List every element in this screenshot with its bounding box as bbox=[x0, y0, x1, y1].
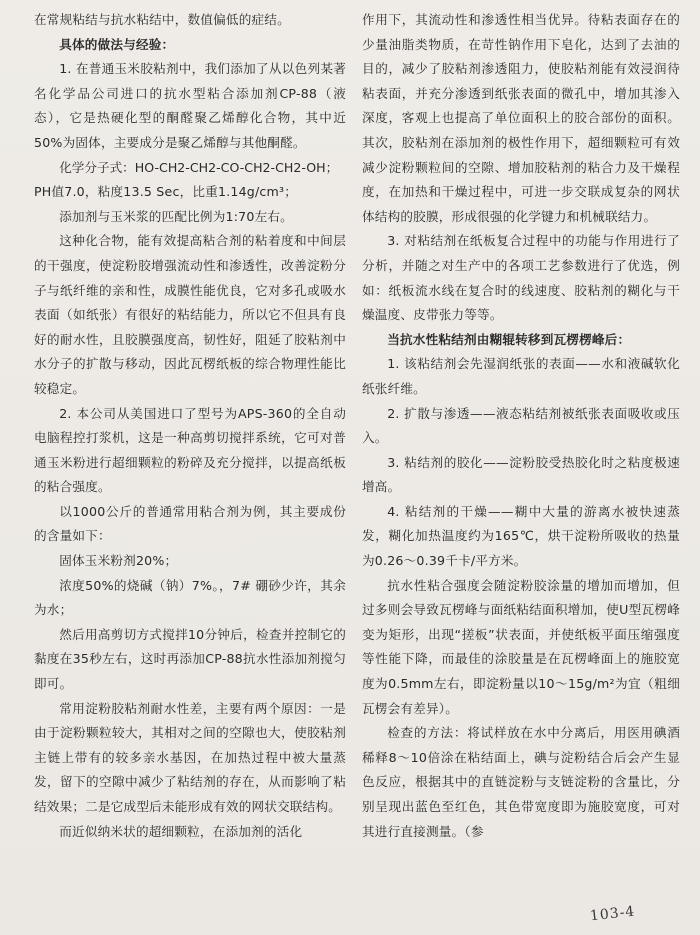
formula-line: 化学分子式：HO-CH2-CH2-CO-CH2-CH2-OH； bbox=[59, 159, 339, 175]
paragraph: 作用下，其流动性和渗透性相当优异。待粘表面存在的少量油脂类物质，在苛性钠作用下皂化，达到了去油的目的，减少了胶粘剂渗透阻力，使胶粘剂能有效浸润待粘表面，并充分渗透到纸张表面的微孔中，增加其渗入深度，客观上也提高了单位面积上的胶合部份的面积。其次，胶粘剂在添加剂的极性作用下，超细颗粒可有效减少淀粉颗粒间的空隙、增加胶粘剂的粘合力及干燥程度，在加热和干燥过程中，可进一步交联成复杂的网状体结构的胶膜，形成很强的化学键力和机械联结力。 bbox=[362, 12, 680, 224]
paragraph: 1. 在普通玉米胶粘剂中，我们添加了从以色列某著名化学品公司进口的抗水型粘合添加剂CP-88（液态），它是热硬化型的酮醛聚乙烯醇化合物，其中近50%为固体，主要成分是聚乙烯醇与其他酮醛。 bbox=[34, 61, 346, 150]
paragraph: 抗水性粘合强度会随淀粉胶涂量的增加而增加，但过多则会导致瓦楞峰与面纸粘结面积增加，使U型瓦楞峰变为矩形，出现“搓板”状表面，并使纸板平面压缩强度等性能下降，而最佳的涂胶量是在瓦楞峰面上的施胶宽度为0.5mm左右，即淀粉量以10～15g/m²为宜（粗细瓦楞会有差异）。 bbox=[362, 577, 680, 716]
list-item: 4. 粘结剂的干燥——糊中大量的游离水被快速蒸发，糊化加热温度约为165℃，烘干淀粉所吸收的热量为0.26～0.39千卡/平方米。 bbox=[362, 503, 680, 569]
paragraph: 常用淀粉胶粘剂耐水性差，主要有两个原因：一是由于淀粉颗粒较大，其相对之间的空隙也大，使胶粘剂主链上带有的较多亲水基因，在加热过程中被大量蒸发，留下的空隙中减少了粘结剂的存在，从而影响了粘结效果；二是它成型后未能形成有效的网状交联结构。 bbox=[34, 700, 346, 814]
list-item: 2. 扩散与渗透——液态粘结剂被纸张表面吸收或压入。 bbox=[362, 405, 680, 446]
paragraph: 在常规粘结与抗水粘结中，数值偏低的症结。 bbox=[34, 12, 290, 27]
paragraph: 浓度50%的烧碱（钠）7%。，7# 硼砂少许，其余为水； bbox=[34, 577, 346, 618]
paragraph: 添加剂与玉米浆的匹配比例为1:70左右。 bbox=[59, 208, 293, 224]
handwritten-page-mark: 103-4 bbox=[589, 903, 637, 925]
paragraph: 这种化合物，能有效提高粘合剂的粘着度和中间层的干强度，使淀粉胶增强流动性和渗透性，改善淀粉分子与纸纤维的亲和性，成膜性能优良，它对多孔或吸水表面（如纸张）有很好的粘结能力，所以它不但具有良好的耐水性，且胶膜强度高，韧性好，阻延了胶粘剂中水分子的扩散与移动，因此瓦楞纸板的综合物理性能比较稳定。 bbox=[34, 233, 346, 396]
left-column bbox=[34, 8, 346, 844]
paragraph: 固体玉米粉剂20%； bbox=[59, 553, 178, 569]
paragraph: 检查的方法：将试样放在水中分离后，用医用碘酒稀释8～10倍涂在粘结面上，碘与淀粉结合后会产生显色反应，根据其中的直链淀粉与支链淀粉的含量比，分别呈现出蓝色至红色，其色带宽度即为施胶宽度，可对其进行直接测量。（参 bbox=[362, 725, 680, 839]
section-heading: 具体的做法与经验： bbox=[59, 36, 175, 52]
paragraph: 3. 对粘结剂在纸板复合过程中的功能与作用进行了分析，并随之对生产中的各项工艺参数进行了优选，例如：纸板流水线在复合时的线速度、胶粘剂的糊化与干燥温度、皮带张力等等。 bbox=[362, 233, 680, 323]
right-column bbox=[362, 8, 680, 844]
section-heading: 当抗水性粘结剂由糊辊转移到瓦楞楞峰后： bbox=[387, 331, 631, 347]
paragraph: 而近似纳米状的超细颗粒，在添加剂的活化 bbox=[59, 823, 303, 839]
paragraph: 然后用高剪切方式搅拌10分钟后，检查并控制它的黏度在35秒左右，这时再添加CP-88抗水性添加剂搅匀即可。 bbox=[34, 626, 346, 692]
list-item: 1. 该粘结剂会先湿润纸张的表面——水和液碱软化纸张纤维。 bbox=[362, 356, 680, 396]
list-item: 3. 粘结剂的胶化——淀粉胶受热胶化时之粘度极速增高。 bbox=[362, 454, 680, 495]
paragraph: 2. 本公司从美国进口了型号为APS-360的全自动电脑程控打浆机，这是一种高剪切搅拌系统，它可对普通玉米粉进行超细颗粒的粉碎及充分搅拌，以提高纸板的粘合强度。 bbox=[34, 405, 346, 495]
property-line: PH值7.0，粘度13.5 Sec，比重1.14g/cm³； bbox=[34, 184, 298, 200]
paragraph: 以1000公斤的普通常用粘合剂为例，其主要成份的含量如下： bbox=[34, 503, 346, 544]
